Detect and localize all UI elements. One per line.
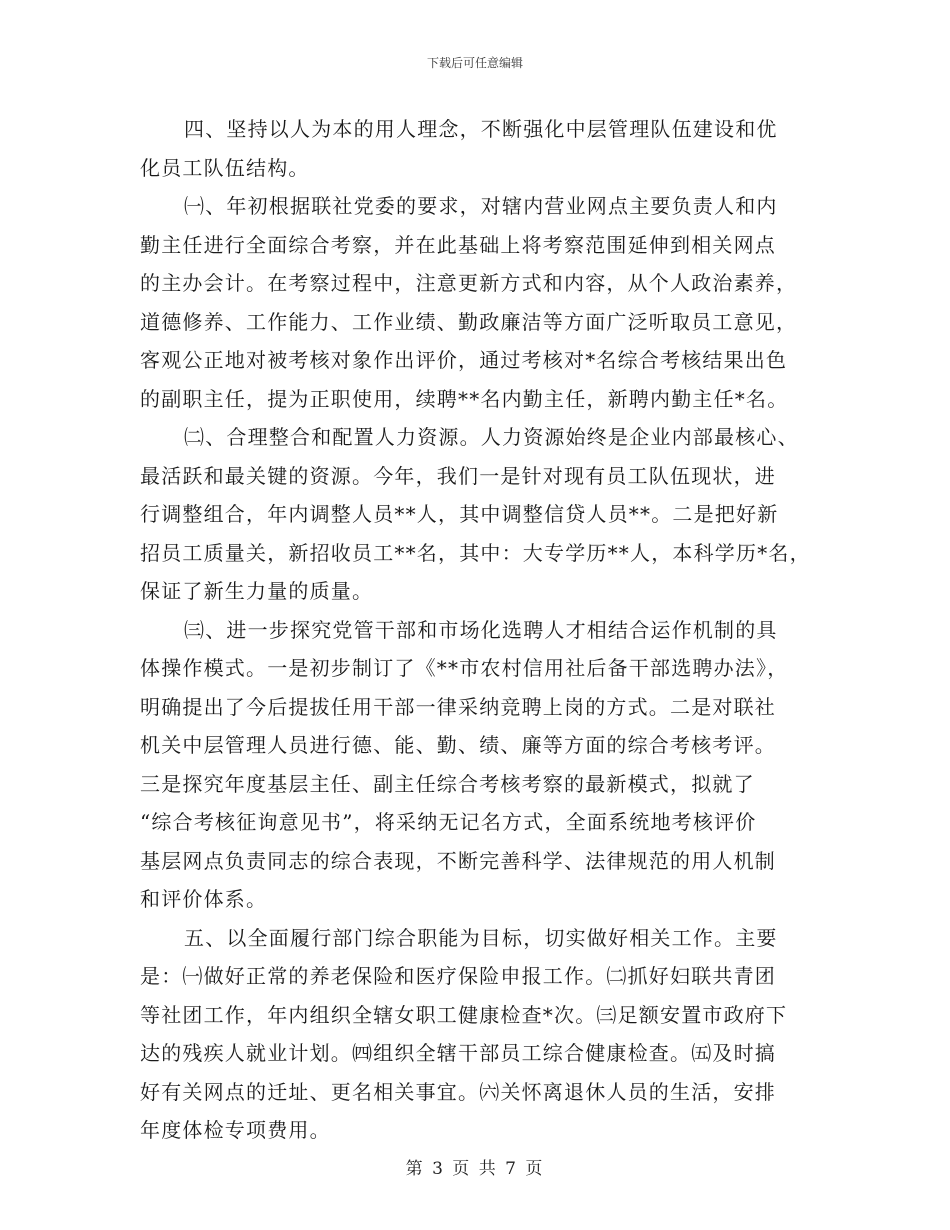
- paragraph-line: 体操作模式。一是初步制订了《**市农村信用社后备干部选聘办法》，: [140, 656, 789, 680]
- page-number: 第 3 页 共 7 页: [405, 1159, 545, 1179]
- paragraph-line: 客观公正地对被考核对象作出评价，通过考核对*名综合考核结果出色: [140, 348, 788, 372]
- paragraph-line: 明确提出了今后提拔任用干部一律采纳竞聘上岗的方式。二是对联社: [140, 694, 776, 719]
- paragraph-line: 四、坚持以人为本的用人理念，不断强化中层管理队伍建设和优: [184, 117, 778, 141]
- paragraph-line: 保证了新生力量的质量。: [140, 579, 374, 603]
- paragraph-line: 勤主任进行全面综合考察，并在此基础上将考察范围延伸到相关网点: [140, 232, 776, 257]
- paragraph-line: ㈠、年初根据联社党委的要求，对辖内营业网点主要负责人和内: [184, 194, 778, 218]
- paragraph-line: 基层网点负责同志的综合表现，不断完善科学、法律规范的用人机制: [140, 848, 776, 873]
- paragraph-line: 年度体检专项费用。: [140, 1118, 331, 1142]
- paragraph-line: 是：㈠做好正常的养老保险和医疗保险申报工作。㈡抓好妇联共青团: [140, 964, 776, 988]
- paragraph-line: 三是探究年度基层主任、副主任综合考核考察的最新模式，拟就了: [140, 771, 755, 796]
- paragraph-line: “综合考核征询意见书”，将采纳无记名方式，全面系统地考核评价: [140, 810, 757, 834]
- paragraph-line: 等社团工作，年内组织全辖女职工健康检查*次。㈢足额安置市政府下: [140, 1002, 788, 1027]
- paragraph-line: 的主办会计。在考察过程中，注意更新方式和内容，从个人政治素养，: [140, 271, 798, 295]
- paragraph-line: 最活跃和最关键的资源。今年，我们一是针对现有员工队伍现状，进: [140, 463, 776, 488]
- paragraph-line: 达的残疾人就业计划。㈣组织全辖干部员工综合健康检查。㈤及时搞: [140, 1041, 776, 1065]
- paragraph-line: 的副职主任，提为正职使用，续聘**名内勤主任，新聘内勤主任*名。: [140, 386, 789, 411]
- paragraph-line: 道德修养、工作能力、工作业绩、勤政廉洁等方面广泛听取员工意见，: [140, 309, 798, 334]
- paragraph-line: 五、以全面履行部门综合职能为目标，切实做好相关工作。主要: [184, 925, 778, 950]
- paragraph-line: 好有关网点的迁址、更名相关事宜。㈥关怀离退休人员的生活，安排: [140, 1079, 776, 1104]
- paragraph-line: 机关中层管理人员进行德、能、勤、绩、廉等方面的综合考核考评。: [140, 733, 776, 757]
- paragraph-line: 和评价体系。: [140, 887, 268, 911]
- header-note: 下载后可任意编辑: [426, 56, 523, 70]
- paragraph-line: 化员工队伍结构。: [140, 155, 310, 180]
- paragraph-line: 行调整组合，年内调整人员**人，其中调整信贷人员**。二是把好新: [140, 502, 779, 526]
- document-body: [140, 110, 820, 1150]
- paragraph-line: ㈢、进一步探究党管干部和市场化选聘人才相结合运作机制的具: [184, 617, 778, 642]
- paragraph-line: 招员工质量关，新招收员工**名，其中：大专学历**人，本科学历*名，: [140, 540, 811, 565]
- paragraph-line: ㈡、合理整合和配置人力资源。人力资源始终是企业内部最核心、: [184, 425, 799, 449]
